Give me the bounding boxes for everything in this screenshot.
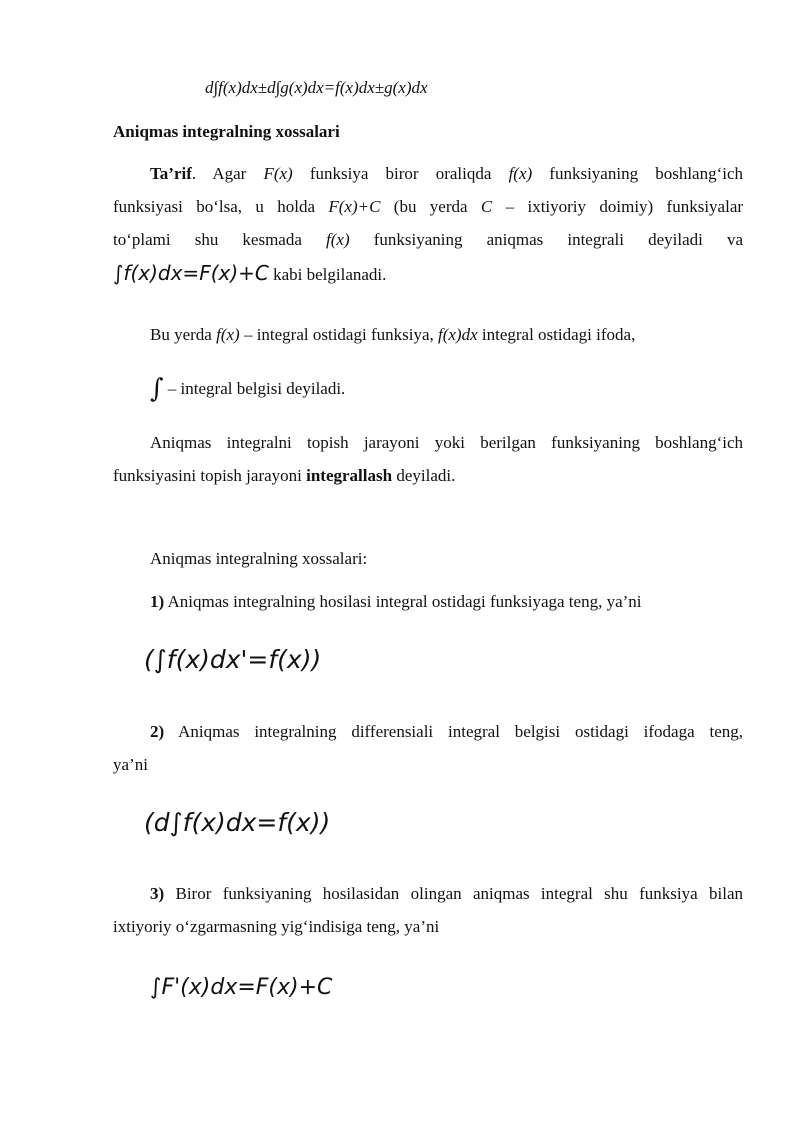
- definition-formula-line: [113, 256, 386, 292]
- property-2-line-1: [150, 720, 743, 744]
- property-3-formula: ∫F'(x)dx=F(x)+C: [150, 975, 333, 1000]
- notation-text: – integral belgisi deyiladi.: [167, 379, 346, 398]
- notation-line-1: [150, 323, 635, 347]
- definition-formula-suffix: kabi belgilanadi.: [273, 265, 387, 284]
- def-text: to‘plami shu kesmada: [113, 230, 302, 249]
- def-text: – ixtiyoriy doimiy) funksiyalar: [505, 197, 744, 216]
- notation-fdx: f(x)dx: [438, 325, 478, 344]
- notation-text: Bu yerda: [150, 325, 212, 344]
- def-text: (bu yerda: [393, 197, 468, 216]
- definition-label-dot: .: [191, 164, 197, 183]
- def-F: F(x): [263, 164, 293, 183]
- def-C: C: [480, 197, 493, 216]
- integration-bold: integrallash: [306, 466, 393, 485]
- section-heading: Aniqmas integralning xossalari: [113, 122, 340, 141]
- integration-line-1: Aniqmas integralni topish jarayoni yoki berilgan funksiyaning boshlang‘ich: [150, 433, 743, 452]
- def-text: funksiyaning boshlang‘ich: [549, 164, 744, 183]
- property-2-line-2: ya’ni: [113, 755, 148, 774]
- property-2-text: Aniqmas integralning differensiali integral belgisi ostidagi ifodaga teng,: [178, 722, 743, 741]
- property-3-line-2: ixtiyoriy o‘zgarmasning yig‘indisiga teng, ya’ni: [113, 917, 440, 936]
- integral-symbol: ∫: [150, 374, 164, 404]
- notation-text: – integral ostidagi funksiya,: [243, 325, 434, 344]
- property-1: [150, 590, 642, 614]
- property-3-number: 3): [150, 884, 165, 903]
- property-1-formula: (∫f(x)dx'=f(x)): [144, 645, 322, 674]
- definition-line-1: [150, 162, 743, 186]
- def-text: funksiyasi bo‘lsa, u holda: [113, 197, 316, 216]
- property-2-formula: (d∫f(x)dx=f(x)): [144, 808, 331, 837]
- definition-label: Ta’rif: [150, 164, 192, 183]
- integration-text: deyiladi.: [396, 466, 456, 485]
- integration-text: funksiyasini topish jarayoni: [113, 466, 302, 485]
- property-2-number: 2): [150, 722, 165, 741]
- def-text: Agar: [212, 164, 247, 183]
- definition-formula: ∫f(x)dx=F(x)+C: [113, 261, 269, 285]
- property-1-number: 1): [150, 592, 165, 611]
- notation-line-2: [150, 372, 345, 406]
- def-f: f(x): [326, 230, 350, 249]
- integration-line-2: [113, 464, 455, 488]
- notation-f: f(x): [216, 325, 240, 344]
- property-3-line-1: [150, 882, 743, 906]
- def-f: f(x): [508, 164, 533, 183]
- property-3-text: Biror funksiyaning hosilasidan olingan aniqmas integral shu funksiya bilan: [175, 884, 743, 903]
- top-formula: d∫f(x)dx±d∫g(x)dx=f(x)dx±g(x)dx: [205, 78, 428, 97]
- definition-line-3: [113, 228, 743, 252]
- def-FC: F(x)+C: [328, 197, 381, 216]
- def-text: funksiya biror oraliqda: [309, 164, 492, 183]
- def-text: funksiyaning aniqmas integrali deyiladi va: [373, 230, 744, 249]
- property-1-text: Aniqmas integralning hosilasi integral ostidagi funksiyaga teng, ya’ni: [167, 592, 642, 611]
- properties-title: Aniqmas integralning xossalari:: [150, 549, 368, 568]
- definition-line-2: [113, 195, 743, 219]
- notation-text: integral ostidagi ifoda,: [481, 325, 636, 344]
